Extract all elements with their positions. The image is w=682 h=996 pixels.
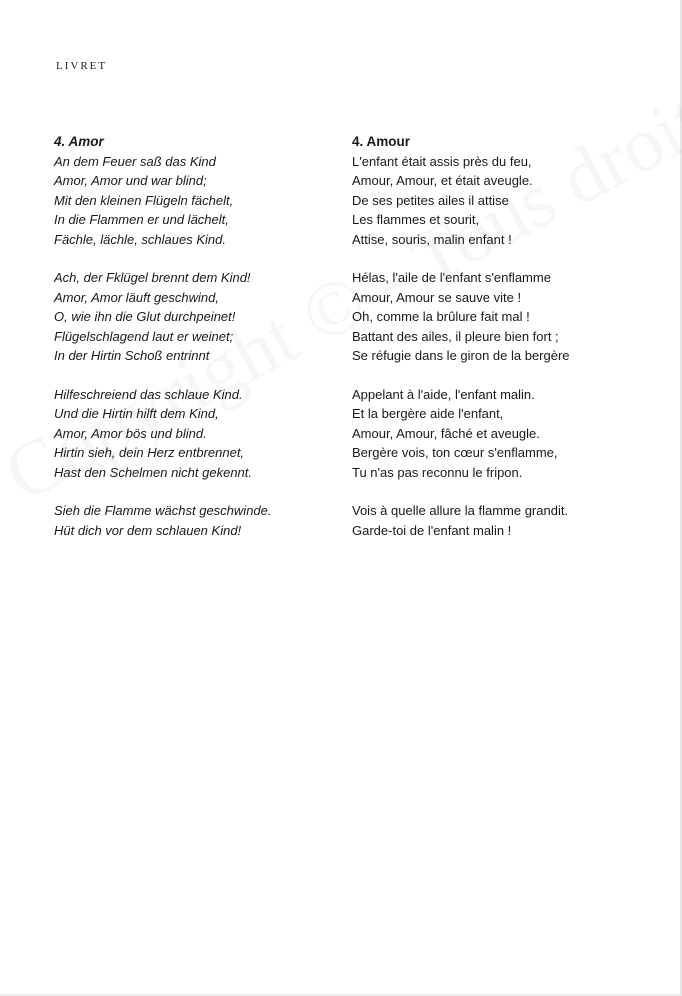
verse-line: Les flammes et sourit, [352, 212, 480, 227]
verse-line: Fächle, lächle, schlaues Kind. [54, 231, 226, 247]
verse-line: Und die Hirtin hilft dem Kind, [54, 406, 219, 421]
stanza [352, 501, 652, 540]
verse-line: Hirtin sieh, dein Herz entbrennet, [54, 445, 245, 460]
stanza [54, 501, 329, 540]
verse-line: Amour, Amour, fâché et aveugle. [352, 425, 540, 441]
verse-line: Amour, Amour se sauve vite ! [352, 289, 522, 305]
verse-line: Et la bergère aide l'enfant, [352, 406, 504, 421]
verse-line: Bergère vois, ton cœur s'enflamme, [352, 445, 558, 460]
verse-line: Appelant à l'aide, l'enfant malin. [352, 386, 535, 402]
verse-line: Oh, comme la brûlure fait mal ! [352, 309, 530, 324]
verse-line: An dem Feuer saß das Kind [54, 153, 216, 169]
stanza [352, 385, 652, 483]
stanza [352, 152, 652, 250]
stanza [54, 152, 329, 250]
verse-line: De ses petites ailes il attise [352, 192, 509, 208]
verse-line: Battant des ailes, il pleure bien fort ; [352, 328, 559, 344]
verse-line: L'enfant était assis près du feu, [352, 153, 532, 169]
stanza [54, 385, 329, 483]
verse-line: Vois à quelle allure la flamme grandit. [352, 503, 569, 518]
stanza [54, 268, 329, 366]
verse-line: Tu n'as pas reconnu le fripon. [352, 464, 523, 480]
german-column [54, 132, 329, 559]
german-title: 4. Amor [54, 134, 104, 149]
section-header: LIVRET [56, 60, 108, 72]
verse-line: In der Hirtin Schoß entrinnt [54, 348, 210, 363]
french-column [352, 132, 652, 559]
german-stanzas [54, 152, 329, 541]
verse-line: Garde-toi de l'enfant malin ! [352, 522, 512, 538]
verse-line: Flügelschlagend laut er weinet; [54, 328, 234, 344]
verse-line: O, wie ihn die Glut durchpeinet! [54, 309, 236, 324]
verse-line: Hilfeschreiend das schlaue Kind. [54, 386, 243, 402]
verse-line: Amor, Amor bös und blind. [54, 425, 207, 441]
french-stanzas [352, 152, 652, 541]
verse-line: Hüt dich vor dem schlauen Kind! [54, 522, 242, 538]
verse-line: Amor, Amor und war blind; [54, 173, 207, 188]
verse-line: Ach, der Fklügel brennt dem Kind! [54, 270, 251, 285]
french-title: 4. Amour [352, 134, 411, 149]
verse-line: Attise, souris, malin enfant ! [352, 231, 512, 247]
verse-line: Sieh die Flamme wächst geschwinde. [54, 503, 272, 518]
stanza [352, 268, 652, 366]
verse-line: Amor, Amor läuft geschwind, [54, 289, 219, 305]
verse-line: Hast den Schelmen nicht gekennt. [54, 464, 253, 480]
verse-line: Se réfugie dans le giron de la bergère [352, 348, 570, 363]
verse-line: Amour, Amour, et était aveugle. [352, 173, 533, 188]
verse-line: In die Flammen er und lächelt, [54, 212, 229, 227]
verse-line: Hélas, l'aile de l'enfant s'enflamme [352, 270, 551, 285]
verse-line: Mit den kleinen Flügeln fächelt, [54, 192, 234, 208]
